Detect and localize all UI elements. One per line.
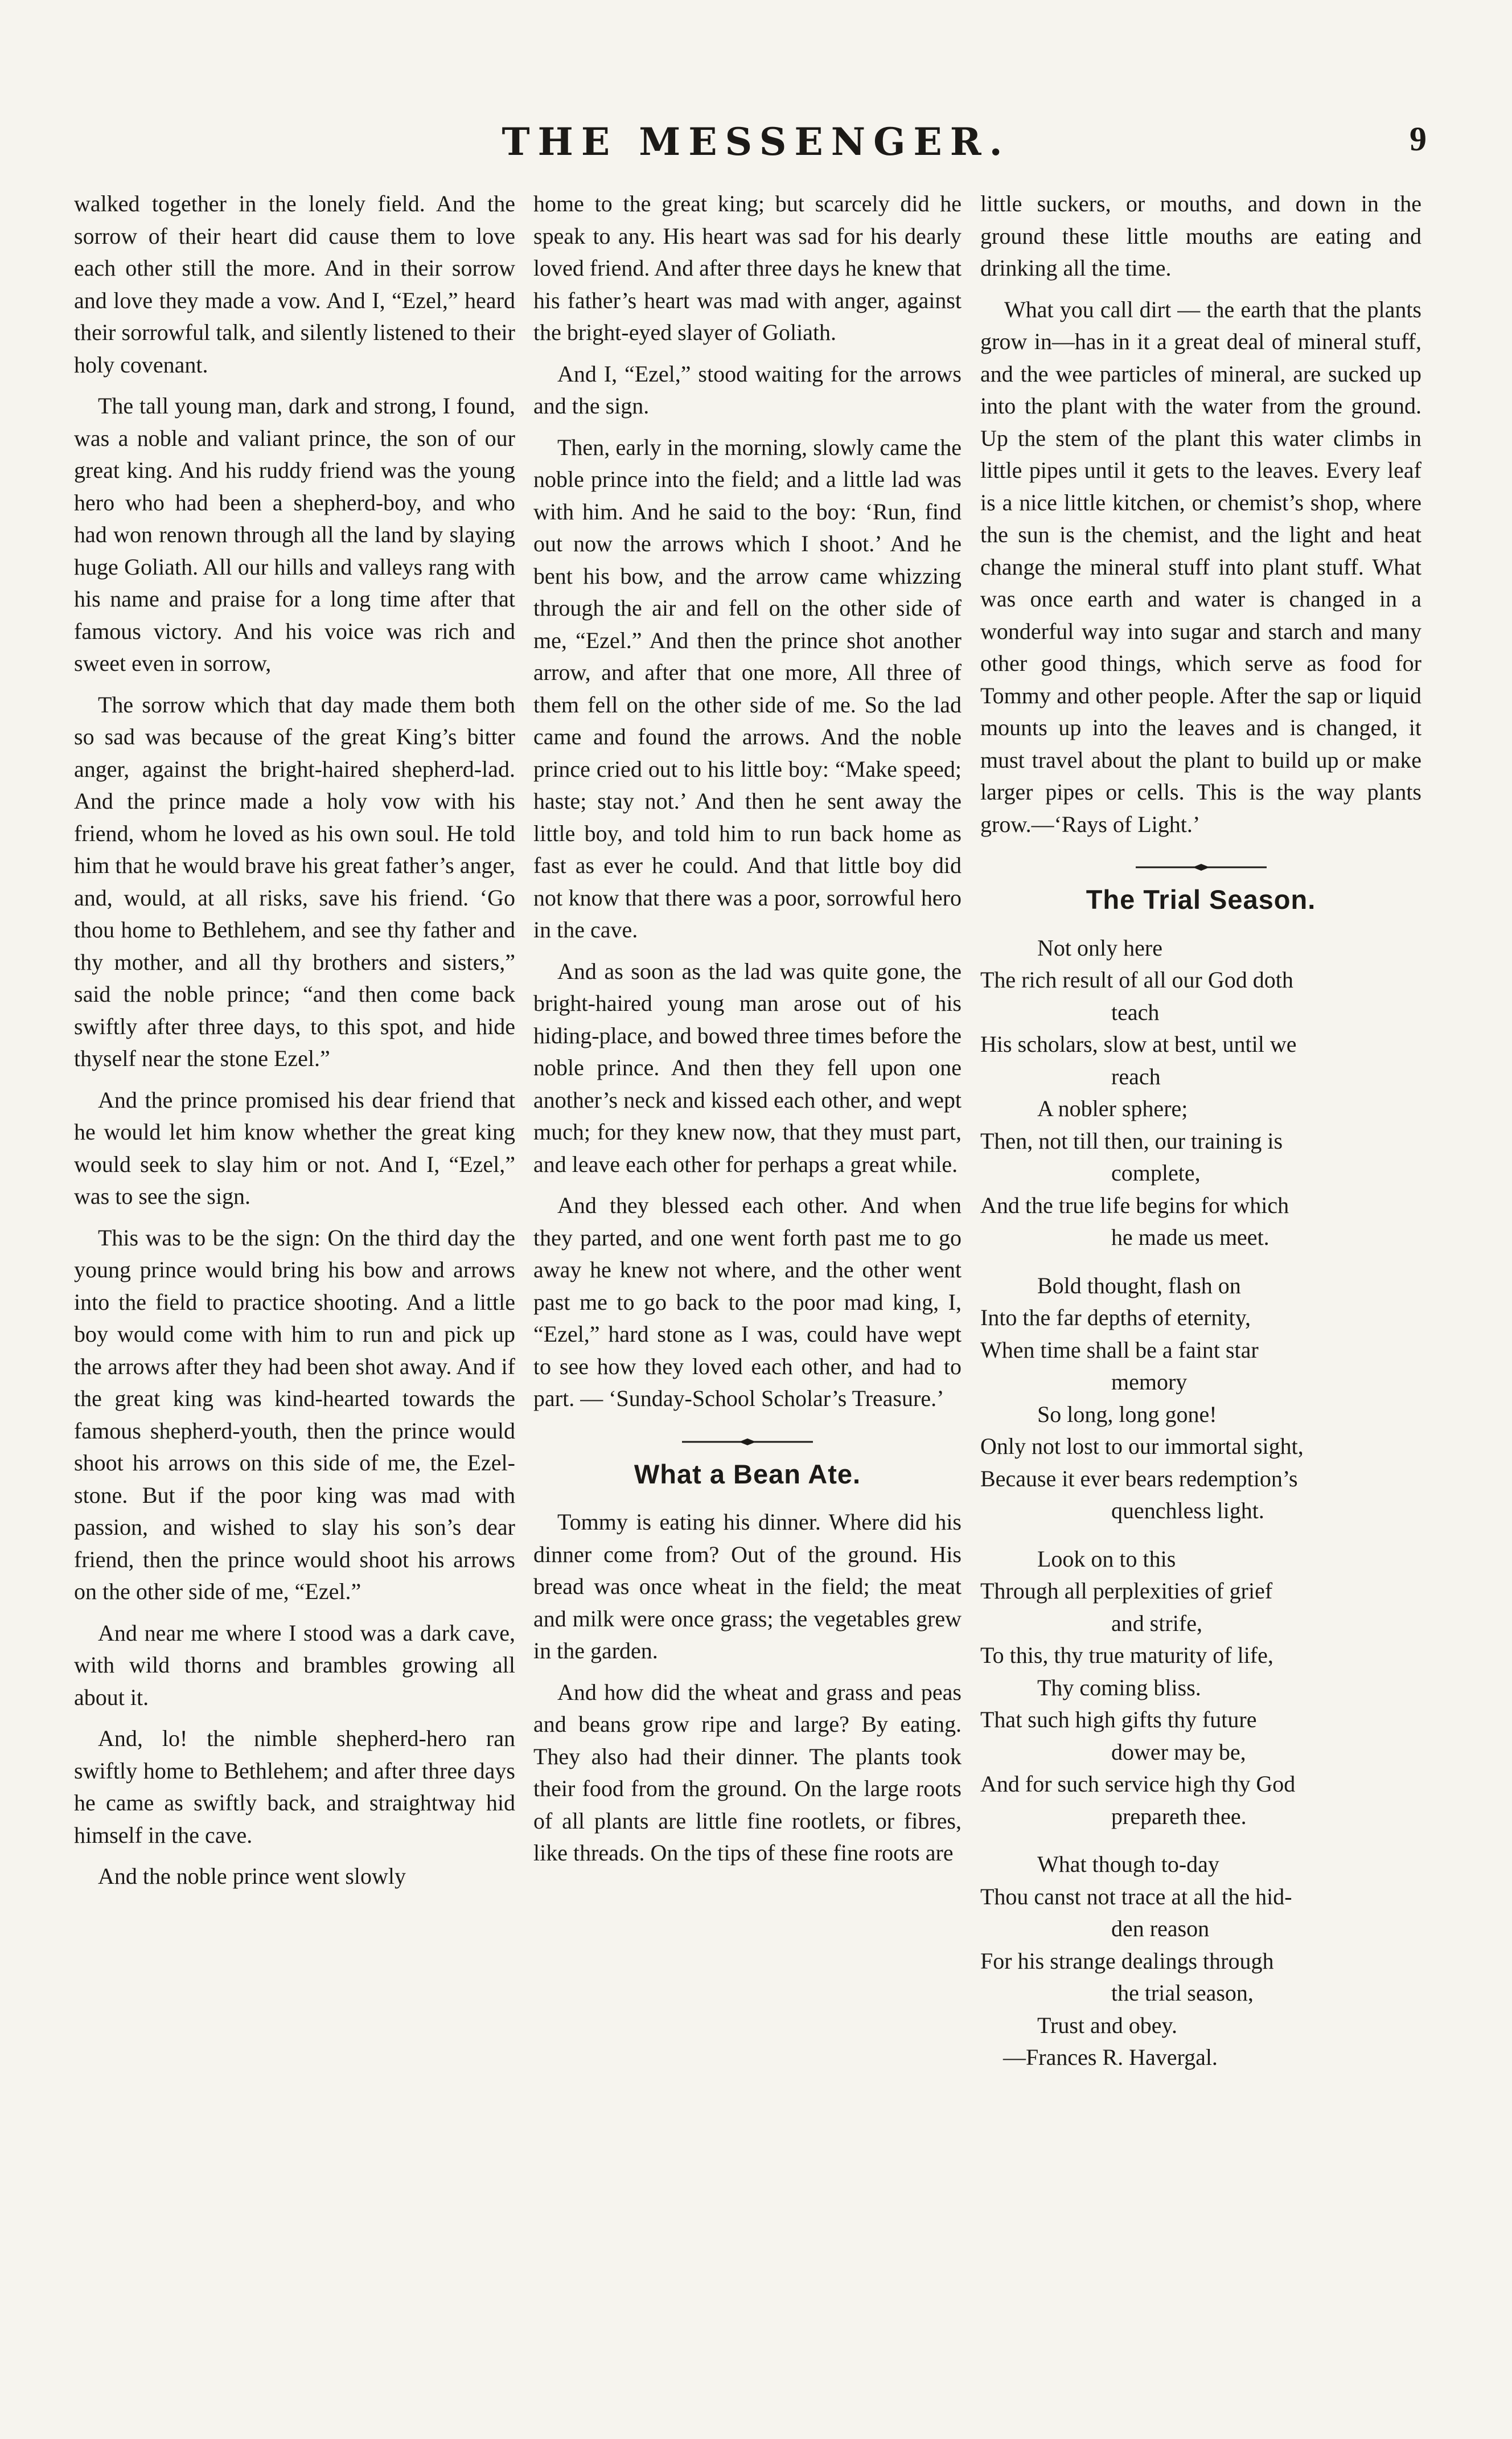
page-header: [0, 120, 1512, 171]
poem-line: And the true life begins for which: [980, 1192, 1289, 1218]
poem-line: Because it ever bears redemption’s: [980, 1465, 1298, 1491]
paragraph: And, lo! the nimble shepherd-hero ran swiftly home to Bethlehem; and after three days he came as swiftly back, and straightway hid himself in the cave.: [74, 1725, 515, 1848]
paragraph: And how did the wheat and grass and peas and beans grow ripe and large? By eating. They also had their dinner. The plants took their food from the ground. On the large roots of all plants are little fine rootlets, or fibres, like threads. On the tips of these fine roots are: [533, 1679, 962, 1866]
column-3: [980, 188, 1421, 2090]
poem-line: His scholars, slow at best, until we: [980, 1031, 1297, 1057]
poem-line: Thou canst not trace at all the hid-: [980, 1883, 1292, 1909]
paragraph: What you call dirt — the earth that the plants grow in—has in it a great deal of mineral stuff, and the wee particles of mineral, are sucked up into the plant with the water from the ground. Up the stem of the plant this water climbs in little pipes until it gets to the leaves. Every leaf is a nice little kitchen, or chemist’s shop, where the sun is the chemist, and the light and heat change the mineral stuff into plant stuff. What was once earth and water is changed in a wonderful way into sugar and starch and many other good things, which serve as food for Tommy and other people. After the sap or liquid mounts up into the leaves and is changed, it must travel about the plant to build up or make larger pipes or cells. This is the way plants grow.—‘Rays of Light.’: [980, 296, 1421, 837]
poem-line: complete,: [1111, 1160, 1201, 1186]
poem-line: Thy coming bliss.: [1037, 1674, 1201, 1700]
poem-line: And for such service high thy God: [980, 1771, 1296, 1797]
paragraph: Then, early in the morning, slowly came the noble prince into the field; and a little lad was with him. And he said to the boy: ‘Run, find out now the arrows which I shoot.’ And he bent his bow, and the arrow came whizzing through the air and fell on the other side of me, “Ezel.” And then the prince shot another arrow, and after that one more, All three of them fell on the other side of me. So the lad came and found the arrows. And the noble prince cried out to his little boy: “Make speed; haste; stay not.’ And then he sent away the little boy, and told him to run back home as fast as ever he could. And that little boy did not know that there was a poor, sorrowful hero in the cave.: [533, 434, 962, 942]
poem-line: memory: [1111, 1369, 1188, 1395]
paragraph: The tall young man, dark and strong, I found, was a noble and valiant prince, the son of our great king. And his ruddy friend was the young hero who had been a shepherd-boy, and who had won renown through all the land by slaying huge Goliath. All our hills and valleys rang with his name and praise for a long time after that famous victory. And his voice was rich and sweet even in sorrow,: [74, 393, 515, 676]
poem-line: he made us meet.: [1111, 1224, 1269, 1250]
poem-line: teach: [1111, 999, 1160, 1025]
poem-line: Only not lost to our immortal sight,: [980, 1433, 1304, 1459]
poem-line: The rich result of all our God doth: [980, 967, 1293, 993]
poem-line: the trial season,: [1111, 1980, 1254, 2006]
paragraph: Tommy is eating his dinner. Where did his dinner come from? Out of the ground. His bread was once wheat in the field; the meat and milk were once grass; the vegetables grew in the garden.: [533, 1509, 962, 1663]
poem-line: Look on to this: [1037, 1546, 1176, 1572]
poem-stanza: [980, 1848, 1421, 2074]
poem-line: So long, long gone!: [1037, 1401, 1217, 1427]
section-divider: [682, 1438, 813, 1446]
poem-line: For his strange dealings through: [980, 1948, 1274, 1974]
poem-line: Then, not till then, our training is: [980, 1128, 1283, 1154]
column-1: [74, 188, 515, 1902]
paragraph: And the noble prince went slowly: [98, 1863, 406, 1889]
poem-line: To this, thy true maturity of life,: [980, 1642, 1273, 1668]
poem-line: quenchless light.: [1111, 1498, 1264, 1523]
poem-line: Into the far depths of eternity,: [980, 1305, 1251, 1330]
paragraph: And the prince promised his dear friend that he would let him know whether the great king would seek to slay him or not. And I, “Ezel,” was to see the sign.: [74, 1087, 515, 1209]
poem-line: Bold thought, flash on: [1037, 1272, 1241, 1298]
poem-line: Through all perplexities of grief: [980, 1578, 1273, 1604]
paragraph: home to the great king; but scarcely did he speak to any. His heart was sad for his dearly loved friend. And after three days he knew that his father’s heart was mad with anger, against the bright-eyed slayer of Goliath.: [533, 191, 962, 345]
paragraph: And near me where I stood was a dark cave, with wild thorns and brambles growing all about it.: [74, 1620, 515, 1710]
paragraph: The sorrow which that day made them both so sad was because of the great King’s bitter anger, against the bright-haired shepherd-lad. And the prince made a holy vow with his friend, whom he loved as his own soul. He told him that he would brave his great father’s anger, and, would, at all risks, save his friend. ‘Go thou home to Bethlehem, and see thy father and thy mother, and all thy brothers and sisters,” said the noble prince; “and then come back swiftly after three days, to this spot, and hide thyself near the stone Ezel.”: [74, 691, 515, 1071]
column-2: [533, 188, 962, 1879]
paragraph: And as soon as the lad was quite gone, the bright-haired young man arose out of his hiding-place, and bowed three times before the noble prince. And then they fell upon one another’s neck and kissed each other, and wept much; for they knew now, that they must part, and leave each other for perhaps a great while.: [533, 958, 962, 1177]
poem-stanza: [980, 1270, 1421, 1527]
poem-stanza: [980, 1543, 1421, 1833]
paragraph: And they blessed each other. And when they parted, and one went forth past me to go away he knew not where, and the other went past me to go back to the poor mad king, I, “Ezel,” hard stone as I was, could have wept to see how they loved each other, and had to part. — ‘Sunday-School Scholar’s Treasure.’: [533, 1192, 962, 1411]
poem-line: That such high gifts thy future: [980, 1707, 1257, 1732]
page-number: 9: [1410, 120, 1427, 158]
poem-line: What though to-day: [1037, 1851, 1219, 1877]
poem-title: The Trial Season.: [1086, 884, 1316, 915]
poem: [980, 932, 1421, 2074]
paragraph: This was to be the sign: On the third day the young prince would bring his bow and arrows into the field to practice shooting. And a little boy would come with him to run and pick up the arrows after they had been shot away. And if the great king was kind-hearted towards the famous shepherd-youth, then the prince would shoot his arrows on this side of me, the Ezel-stone. But if the poor king was mad with passion, and wished to slay his son’s dear friend, then the prince would shoot his arrows on the other side of me, “Ezel.”: [74, 1224, 515, 1604]
poem-line: Not only here: [1037, 934, 1162, 961]
poem-line: reach: [1111, 1063, 1161, 1089]
paragraph: And I, “Ezel,” stood waiting for the arrows and the sign.: [533, 360, 962, 419]
poem-line: Trust and obey.: [1037, 2012, 1177, 2038]
poem-line: A nobler sphere;: [1037, 1096, 1188, 1121]
paragraph: little suckers, or mouths, and down in the ground these little mouths are eating and drinking all the time.: [980, 191, 1421, 281]
poem-line: dower may be,: [1111, 1739, 1246, 1765]
poem-stanza: [980, 932, 1421, 1254]
masthead-title: THE MESSENGER.: [502, 120, 1010, 164]
poem-line: prepareth thee.: [1111, 1803, 1247, 1829]
paragraph: walked together in the lonely field. And the sorrow of their heart did cause them to love each other still the more. And in their sorrow and love they made a vow. And I, “Ezel,” heard their sorrowful talk, and silently listened to their holy covenant.: [74, 191, 515, 378]
poem-line: and strife,: [1111, 1610, 1202, 1636]
poem-line: When time shall be a faint star: [980, 1337, 1259, 1363]
poem-line: den reason: [1111, 1916, 1210, 1941]
section-divider: [1136, 863, 1267, 871]
poem-author: —Frances R. Havergal.: [1003, 2044, 1218, 2070]
article-title: What a Bean Ate.: [634, 1458, 861, 1489]
